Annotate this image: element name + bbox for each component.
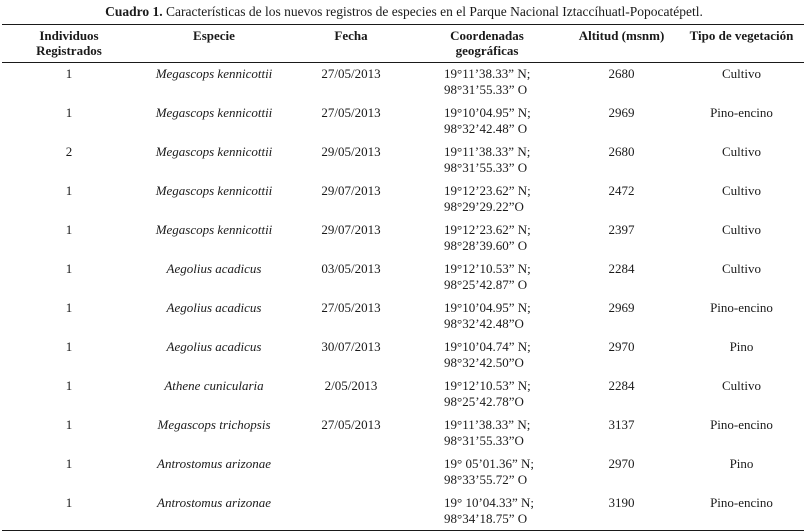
table-row <box>2 258 804 297</box>
cell-coordenadas <box>410 492 564 531</box>
cell-vegetacion: Pino-encino <box>710 299 773 315</box>
table-row <box>2 453 804 492</box>
coord-longitude: 98°34’18.75” O <box>444 510 528 526</box>
cell-individuos: 1 <box>65 416 73 432</box>
coord-latitude: 19°11’38.33” N; <box>444 416 531 432</box>
cell-individuos: 1 <box>65 182 73 198</box>
coord-longitude: 98°32’42.50”O <box>444 354 524 370</box>
coord-longitude: 98°31’55.33” O <box>444 159 528 175</box>
cell-altitud: 2970 <box>608 455 635 471</box>
table-row <box>2 414 804 453</box>
cell-coordenadas <box>410 414 564 453</box>
cell-coordenadas <box>410 375 564 414</box>
cell-fecha: 27/05/2013 <box>321 299 381 315</box>
cell-vegetacion: Pino-encino <box>710 104 773 120</box>
cell-coordenadas <box>410 180 564 219</box>
cell-individuos: 2 <box>65 143 73 159</box>
cell-coordenadas <box>410 102 564 141</box>
table-row <box>2 63 804 102</box>
cell-especie: Antrostomus arizonae <box>136 492 292 531</box>
cell-altitud: 2969 <box>608 299 635 315</box>
cell-individuos: 1 <box>65 299 73 315</box>
coord-latitude: 19°10’04.74” N; <box>444 338 531 354</box>
cell-altitud: 3137 <box>608 416 635 432</box>
cell-fecha: 27/05/2013 <box>321 104 381 120</box>
cell-individuos: 1 <box>65 260 73 276</box>
cell-altitud: 2284 <box>608 377 635 393</box>
coord-latitude: 19°11’38.33” N; <box>444 143 531 159</box>
cell-vegetacion: Pino <box>729 338 754 354</box>
cell-individuos: 1 <box>65 455 73 471</box>
cell-vegetacion: Cultivo <box>721 377 761 393</box>
table-row <box>2 375 804 414</box>
cell-fecha: 2/05/2013 <box>324 377 378 393</box>
coord-latitude: 19° 10’04.33” N; <box>444 494 535 510</box>
coord-latitude: 19°10’04.95” N; <box>444 299 531 315</box>
header-altitud: Altitud (msnm) <box>564 25 679 63</box>
cell-individuos: 1 <box>65 66 73 81</box>
coord-latitude: 19°12’23.62” N; <box>444 182 531 198</box>
cell-coordenadas <box>410 219 564 258</box>
cell-especie: Megascops trichopsis <box>157 416 271 432</box>
header-individuos: Individuos Registrados <box>2 25 136 63</box>
species-records-table <box>2 24 804 531</box>
coord-latitude: 19°12’10.53” N; <box>444 260 531 276</box>
coord-longitude: 98°32’42.48”O <box>444 315 524 331</box>
table-row <box>2 297 804 336</box>
cell-coordenadas <box>410 141 564 180</box>
cell-coordenadas <box>410 258 564 297</box>
cell-especie: Megascops kennicottii <box>155 66 273 81</box>
coord-longitude: 98°25’42.78”O <box>444 393 524 409</box>
table-row <box>2 180 804 219</box>
header-coordenadas: Coordenadas geográficas <box>410 25 564 63</box>
header-fecha: Fecha <box>292 25 410 63</box>
coord-longitude: 98°29’29.22”O <box>444 198 524 214</box>
cell-vegetacion: Cultivo <box>721 260 761 276</box>
caption-text: Características de los nuevos registros de especies en el Parque Nacional Iztaccíhuatl-Popocatépetl. <box>166 4 703 19</box>
cell-fecha: 29/07/2013 <box>321 182 381 198</box>
cell-altitud: 2472 <box>608 182 635 198</box>
caption-label: Cuadro 1. <box>105 4 163 19</box>
cell-vegetacion: Cultivo <box>721 66 761 81</box>
coord-longitude: 98°31’55.33”O <box>444 432 524 448</box>
cell-fecha: 27/05/2013 <box>321 66 381 81</box>
cell-vegetacion: Pino <box>729 455 754 471</box>
coord-latitude: 19°12’10.53” N; <box>444 377 531 393</box>
cell-fecha: 29/05/2013 <box>321 143 381 159</box>
coord-longitude: 98°28’39.60” O <box>444 237 528 253</box>
table-header-row <box>2 25 804 63</box>
cell-altitud: 2680 <box>608 143 635 159</box>
cell-especie: Megascops kennicottii <box>155 182 273 198</box>
cell-altitud: 2680 <box>608 66 635 81</box>
cell-especie: Antrostomus arizonae <box>157 455 271 471</box>
cell-coordenadas <box>410 453 564 492</box>
cell-coordenadas <box>410 63 564 102</box>
cell-fecha: 27/05/2013 <box>321 416 381 432</box>
cell-individuos: 1 <box>65 221 73 237</box>
header-especie: Especie <box>136 25 292 63</box>
cell-individuos: 1 <box>65 377 73 393</box>
cell-fecha: 29/07/2013 <box>321 221 381 237</box>
cell-especie: Megascops kennicottii <box>155 143 273 159</box>
coord-latitude: 19° 05’01.36” N; <box>444 455 535 471</box>
cell-vegetacion: Cultivo <box>721 143 761 159</box>
table-row <box>2 102 804 141</box>
table-caption <box>0 4 808 20</box>
cell-vegetacion: Pino-encino <box>710 416 773 432</box>
cell-coordenadas <box>410 297 564 336</box>
coord-longitude: 98°33’55.72” O <box>444 471 528 487</box>
cell-fecha <box>292 453 410 492</box>
cell-especie: Megascops kennicottii <box>155 104 273 120</box>
cell-altitud: 3190 <box>564 492 679 531</box>
cell-especie: Aegolius acadicus <box>166 338 262 354</box>
cell-vegetacion: Cultivo <box>721 182 761 198</box>
coord-longitude: 98°32’42.48” O <box>444 120 528 136</box>
table-row <box>2 141 804 180</box>
cell-altitud: 2970 <box>608 338 635 354</box>
table-row <box>2 336 804 375</box>
cell-coordenadas <box>410 336 564 375</box>
cell-altitud: 2397 <box>608 221 635 237</box>
cell-especie: Aegolius acadicus <box>166 299 262 315</box>
cell-individuos: 1 <box>65 104 73 120</box>
table-row <box>2 492 804 531</box>
table-row <box>2 219 804 258</box>
coord-latitude: 19°11’38.33” N; <box>444 66 531 81</box>
cell-fecha <box>292 492 410 531</box>
cell-especie: Athene cunicularia <box>164 377 264 393</box>
cell-individuos: 1 <box>2 492 136 531</box>
cell-especie: Aegolius acadicus <box>166 260 262 276</box>
cell-fecha: 30/07/2013 <box>321 338 381 354</box>
cell-especie: Megascops kennicottii <box>155 221 273 237</box>
coord-longitude: 98°31’55.33” O <box>444 82 528 97</box>
cell-vegetacion: Pino-encino <box>679 492 804 531</box>
cell-vegetacion: Cultivo <box>721 221 761 237</box>
coord-longitude: 98°25’42.87” O <box>444 276 528 292</box>
cell-individuos: 1 <box>65 338 73 354</box>
cell-altitud: 2284 <box>608 260 635 276</box>
coord-latitude: 19°10’04.95” N; <box>444 104 531 120</box>
cell-altitud: 2969 <box>608 104 635 120</box>
cell-fecha: 03/05/2013 <box>321 260 381 276</box>
header-vegetacion: Tipo de vegetación <box>679 25 804 63</box>
coord-latitude: 19°12’23.62” N; <box>444 221 531 237</box>
